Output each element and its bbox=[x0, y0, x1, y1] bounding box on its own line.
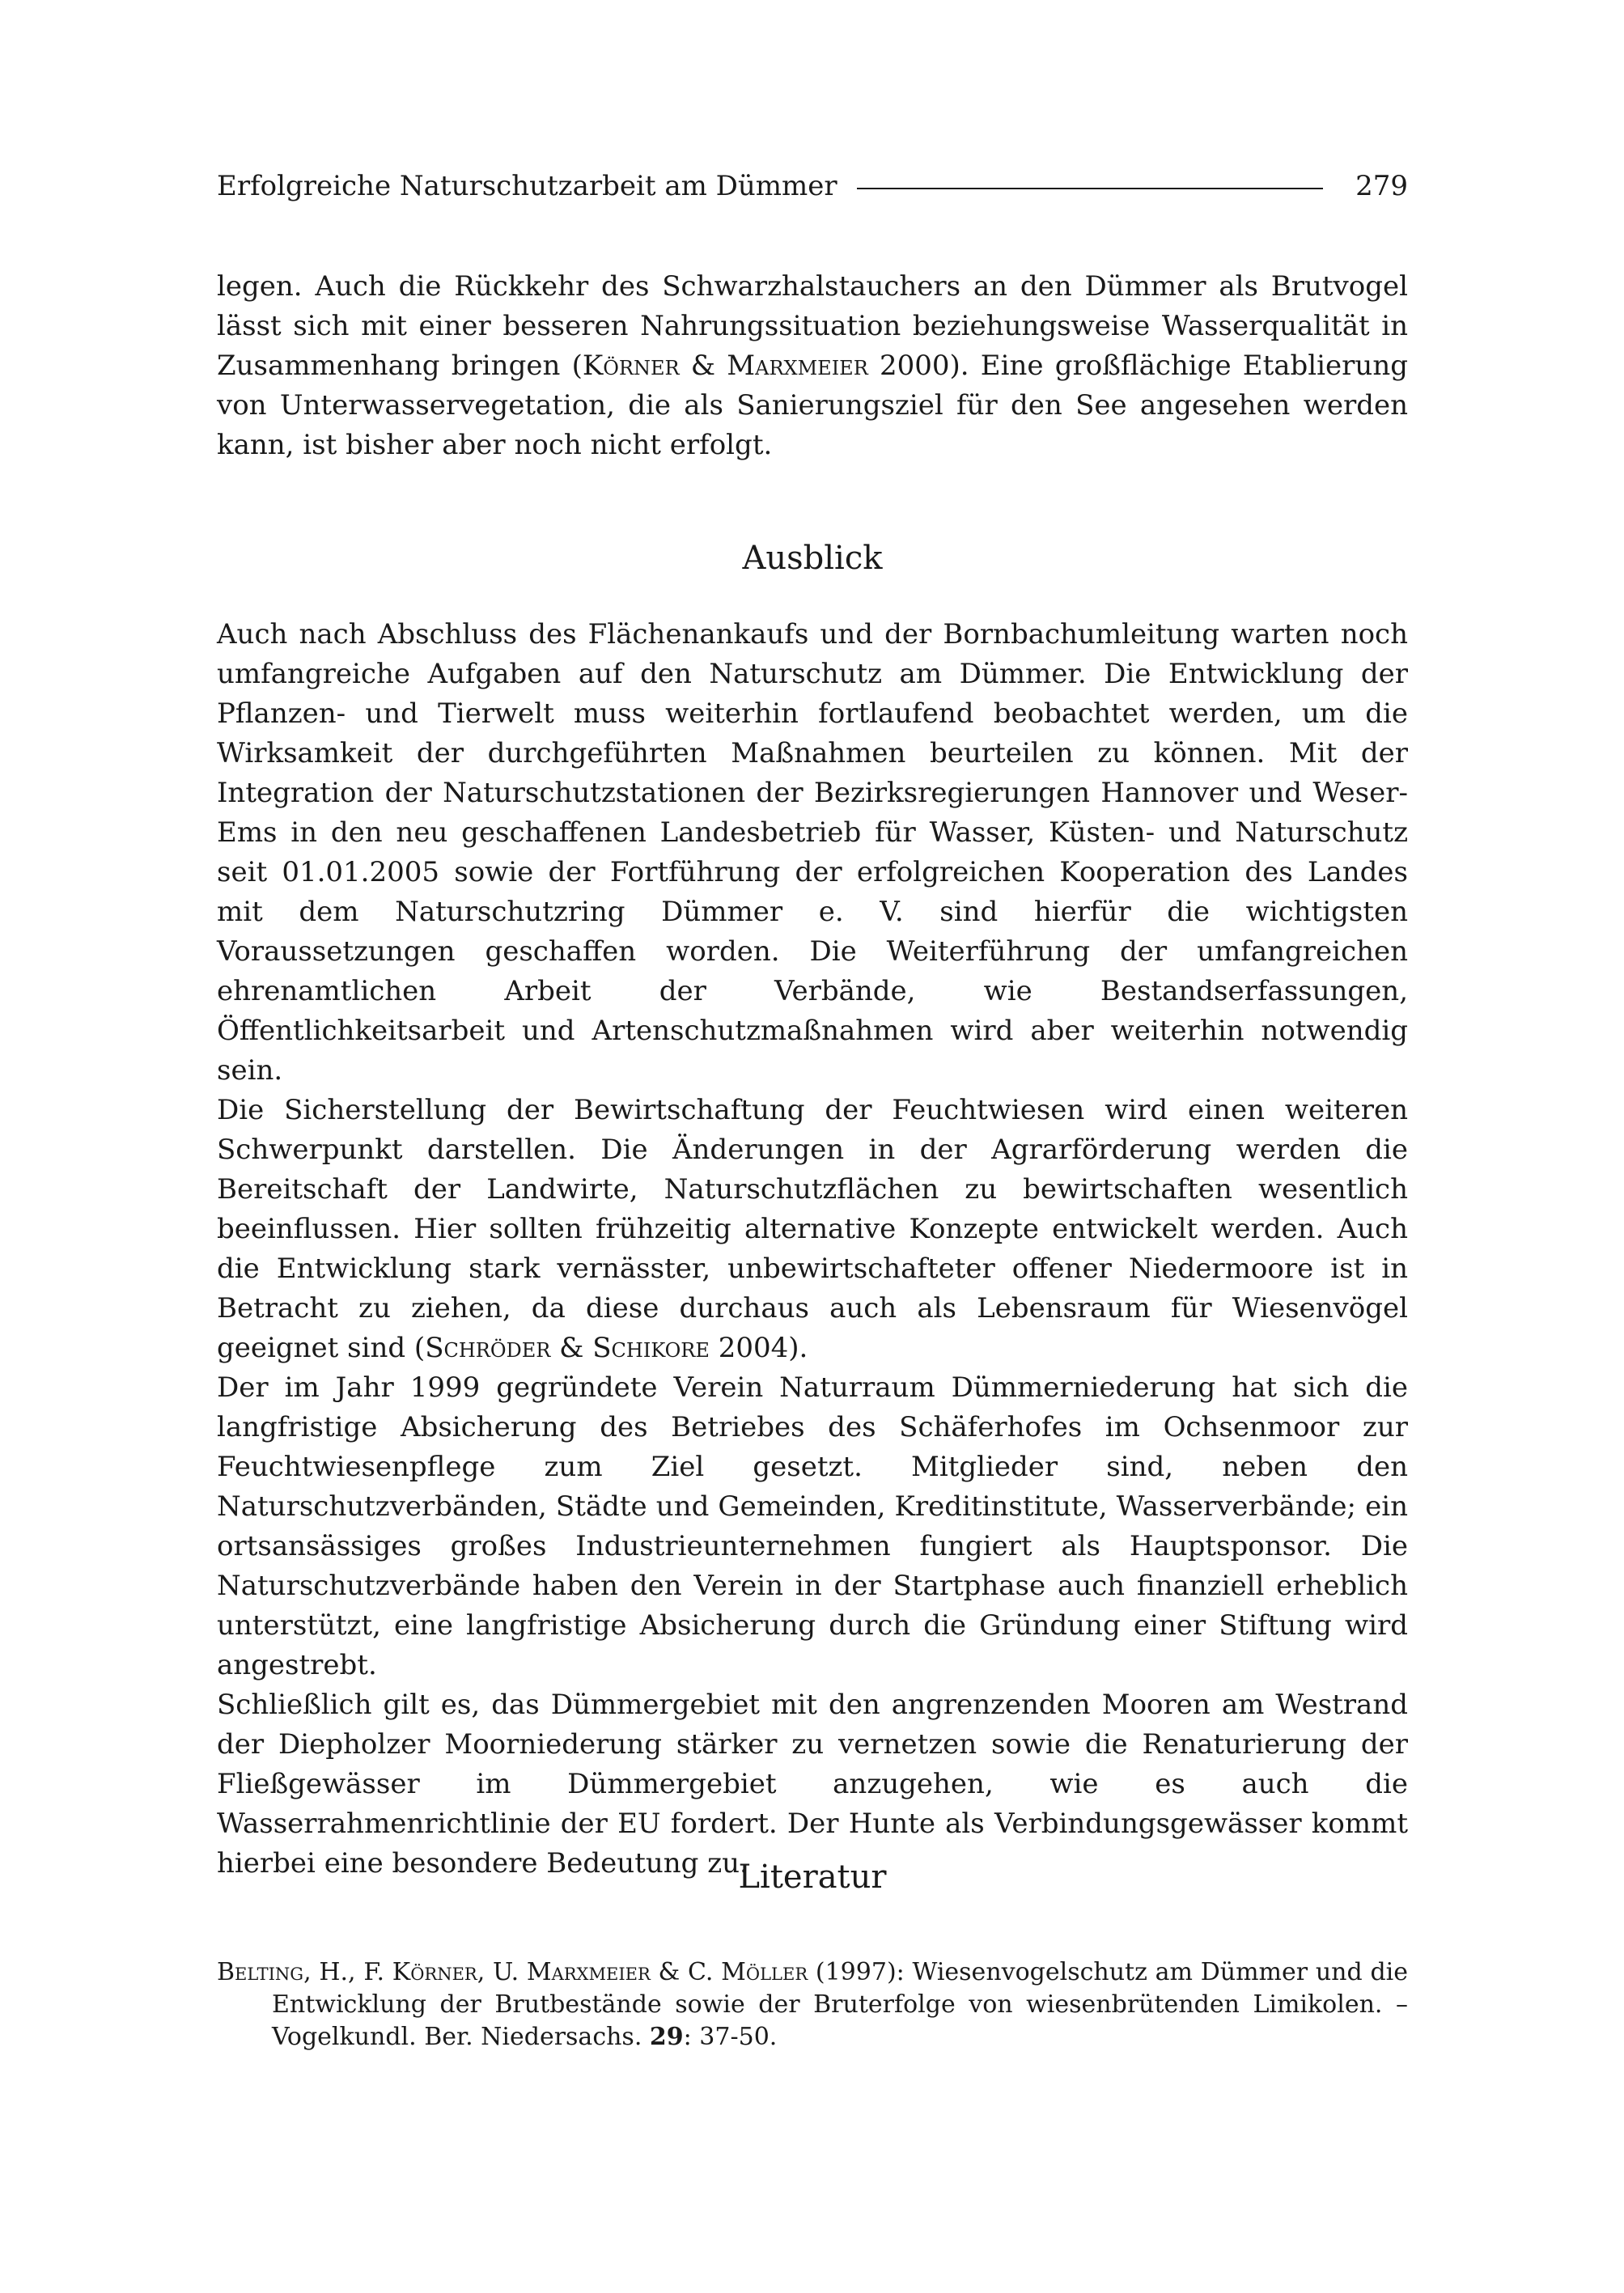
citation-author: Marxmeier bbox=[727, 350, 868, 382]
ausblick-paragraph-3: Der im Jahr 1999 gegründete Verein Naturraum Dümmerniederung hat sich die langfristige Absicherung des Betriebes des Schäferhofes im Ochsenmoor zur Feuchtwiesenpflege zum Ziel gesetzt. Mitglieder sind, neben den Naturschutzverbänden, Städte und Gemeinden, Kreditinstitute, Wasserverbände; ein ortsansässiges großes Industrieunternehmen fungiert als Hauptsponsor. Die Naturschutzverbände haben den Verein in der Startphase auch finanziell erheblich unterstützt, eine langfristige Absicherung durch die Gründung einer Stiftung wird angestrebt. bbox=[217, 1371, 1408, 1681]
reference-author: Marxmeier bbox=[526, 1958, 651, 1986]
citation-author: Körner bbox=[582, 350, 680, 382]
citation-author: Schikore bbox=[592, 1332, 710, 1364]
heading-ausblick: Ausblick bbox=[742, 540, 883, 577]
citation-amp: & bbox=[550, 1332, 593, 1364]
intro-paragraph bbox=[217, 267, 1408, 465]
ausblick-paragraph-4: Schließlich gilt es, das Dümmergebiet mit den angrenzenden Mooren am Westrand der Diepholzer Moorniederung stärker zu vernetzen sowie die Renaturierung der Fließgewässer im Dümmergebiet anzugehen, wie es auch die Wasserrahmenrichtlinie der EU fordert. Der Hunte als Verbindungsgewässer kommt hierbei eine besondere Bedeutung zu. bbox=[217, 1689, 1408, 1880]
page-number: 279 bbox=[1355, 170, 1408, 202]
ausblick-paragraph-2 bbox=[217, 1091, 1408, 1368]
citation-author: Schröder bbox=[425, 1332, 551, 1364]
citation-amp: & bbox=[679, 350, 727, 382]
page bbox=[217, 0, 1408, 2293]
ausblick-body bbox=[217, 615, 1408, 1884]
reference-text: & C. bbox=[650, 1958, 722, 1986]
reference-author: Möller bbox=[721, 1958, 808, 1986]
reference-text: , H., F. bbox=[303, 1958, 392, 1986]
ausblick-p2-text-1: Die Sicherstellung der Bewirtschaftung der Feuchtwiesen wird einen weiteren Schwerpunkt darstellen. Die Änderungen in der Agrarförderung werden die Bereitschaft der Landwirte, Naturschutzflächen zu bewirtschaften wesentlich beeinflussen. Hier sollten frühzeitig alternative Konzepte entwickelt werden. Auch die Entwicklung stark vernässter, unbewirtschafteter offener Niedermoore ist in Betracht zu ziehen, da diese durchaus auch als Lebensraum für Wiesenvögel geeignet sind ( bbox=[217, 1094, 1408, 1364]
reference-volume: 29 bbox=[649, 2023, 684, 2051]
reference-entry bbox=[217, 1956, 1408, 2054]
reference-body: (1997): Wiesenvogelschutz am Dümmer und die Entwicklung der Brutbestände sowie der Bruterfolge von wiesenbrütenden Limikolen. – Vogelkundl. Ber. Niedersachs. bbox=[272, 1958, 1408, 2051]
reference-text: , U. bbox=[477, 1958, 527, 1986]
reference-author: Körner bbox=[392, 1958, 477, 1986]
intro-text-2: 2000). Eine großflächige Etablierung von Unterwasservegetation, die als Sanierungsziel für den See angesehen werden kann, ist bisher aber noch nicht erfolgt. bbox=[217, 350, 1408, 461]
running-head-title: Erfolgreiche Naturschutzarbeit am Dümmer bbox=[217, 170, 837, 202]
heading-literatur: Literatur bbox=[738, 1859, 887, 1896]
running-head bbox=[217, 168, 1408, 204]
reference-author: Belting bbox=[217, 1958, 304, 1986]
ausblick-p2-text-2: 2004). bbox=[709, 1332, 808, 1364]
running-head-rule bbox=[857, 188, 1323, 189]
intro-text-1: legen. Auch die Rückkehr des Schwarzhalstauchers an den Dümmer als Brutvogel lässt sich mit einer besseren Nahrungssituation beziehungsweise Wasserqualität in Zusammenhang bringen ( bbox=[217, 270, 1408, 382]
reference-pages: : 37-50. bbox=[683, 2023, 778, 2051]
ausblick-paragraph-1: Auch nach Abschluss des Flächenankaufs und der Bornbachumleitung warten noch umfangreiche Aufgaben auf den Naturschutz am Dümmer. Die Entwicklung der Pflanzen- und Tierwelt muss weiterhin fortlaufend beobachtet werden, um die Wirksamkeit der durchgeführten Maßnahmen beurteilen zu können. Mit der Integration der Naturschutzstationen der Bezirksregierungen Hannover und Weser-Ems in den neu geschaffenen Landesbetrieb für Wasser, Küsten- und Naturschutz seit 01.01.2005 sowie der Fortführung der erfolgreichen Kooperation des Landes mit dem Naturschutzring Dümmer e. V. sind hierfür die wichtigsten Voraussetzungen geschaffen worden. Die Weiterführung der umfangreichen ehrenamtlichen Arbeit der Verbände, wie Bestandserfassungen, Öffentlichkeitsarbeit und Artenschutzmaßnahmen wird aber weiterhin notwendig sein. bbox=[217, 618, 1408, 1087]
